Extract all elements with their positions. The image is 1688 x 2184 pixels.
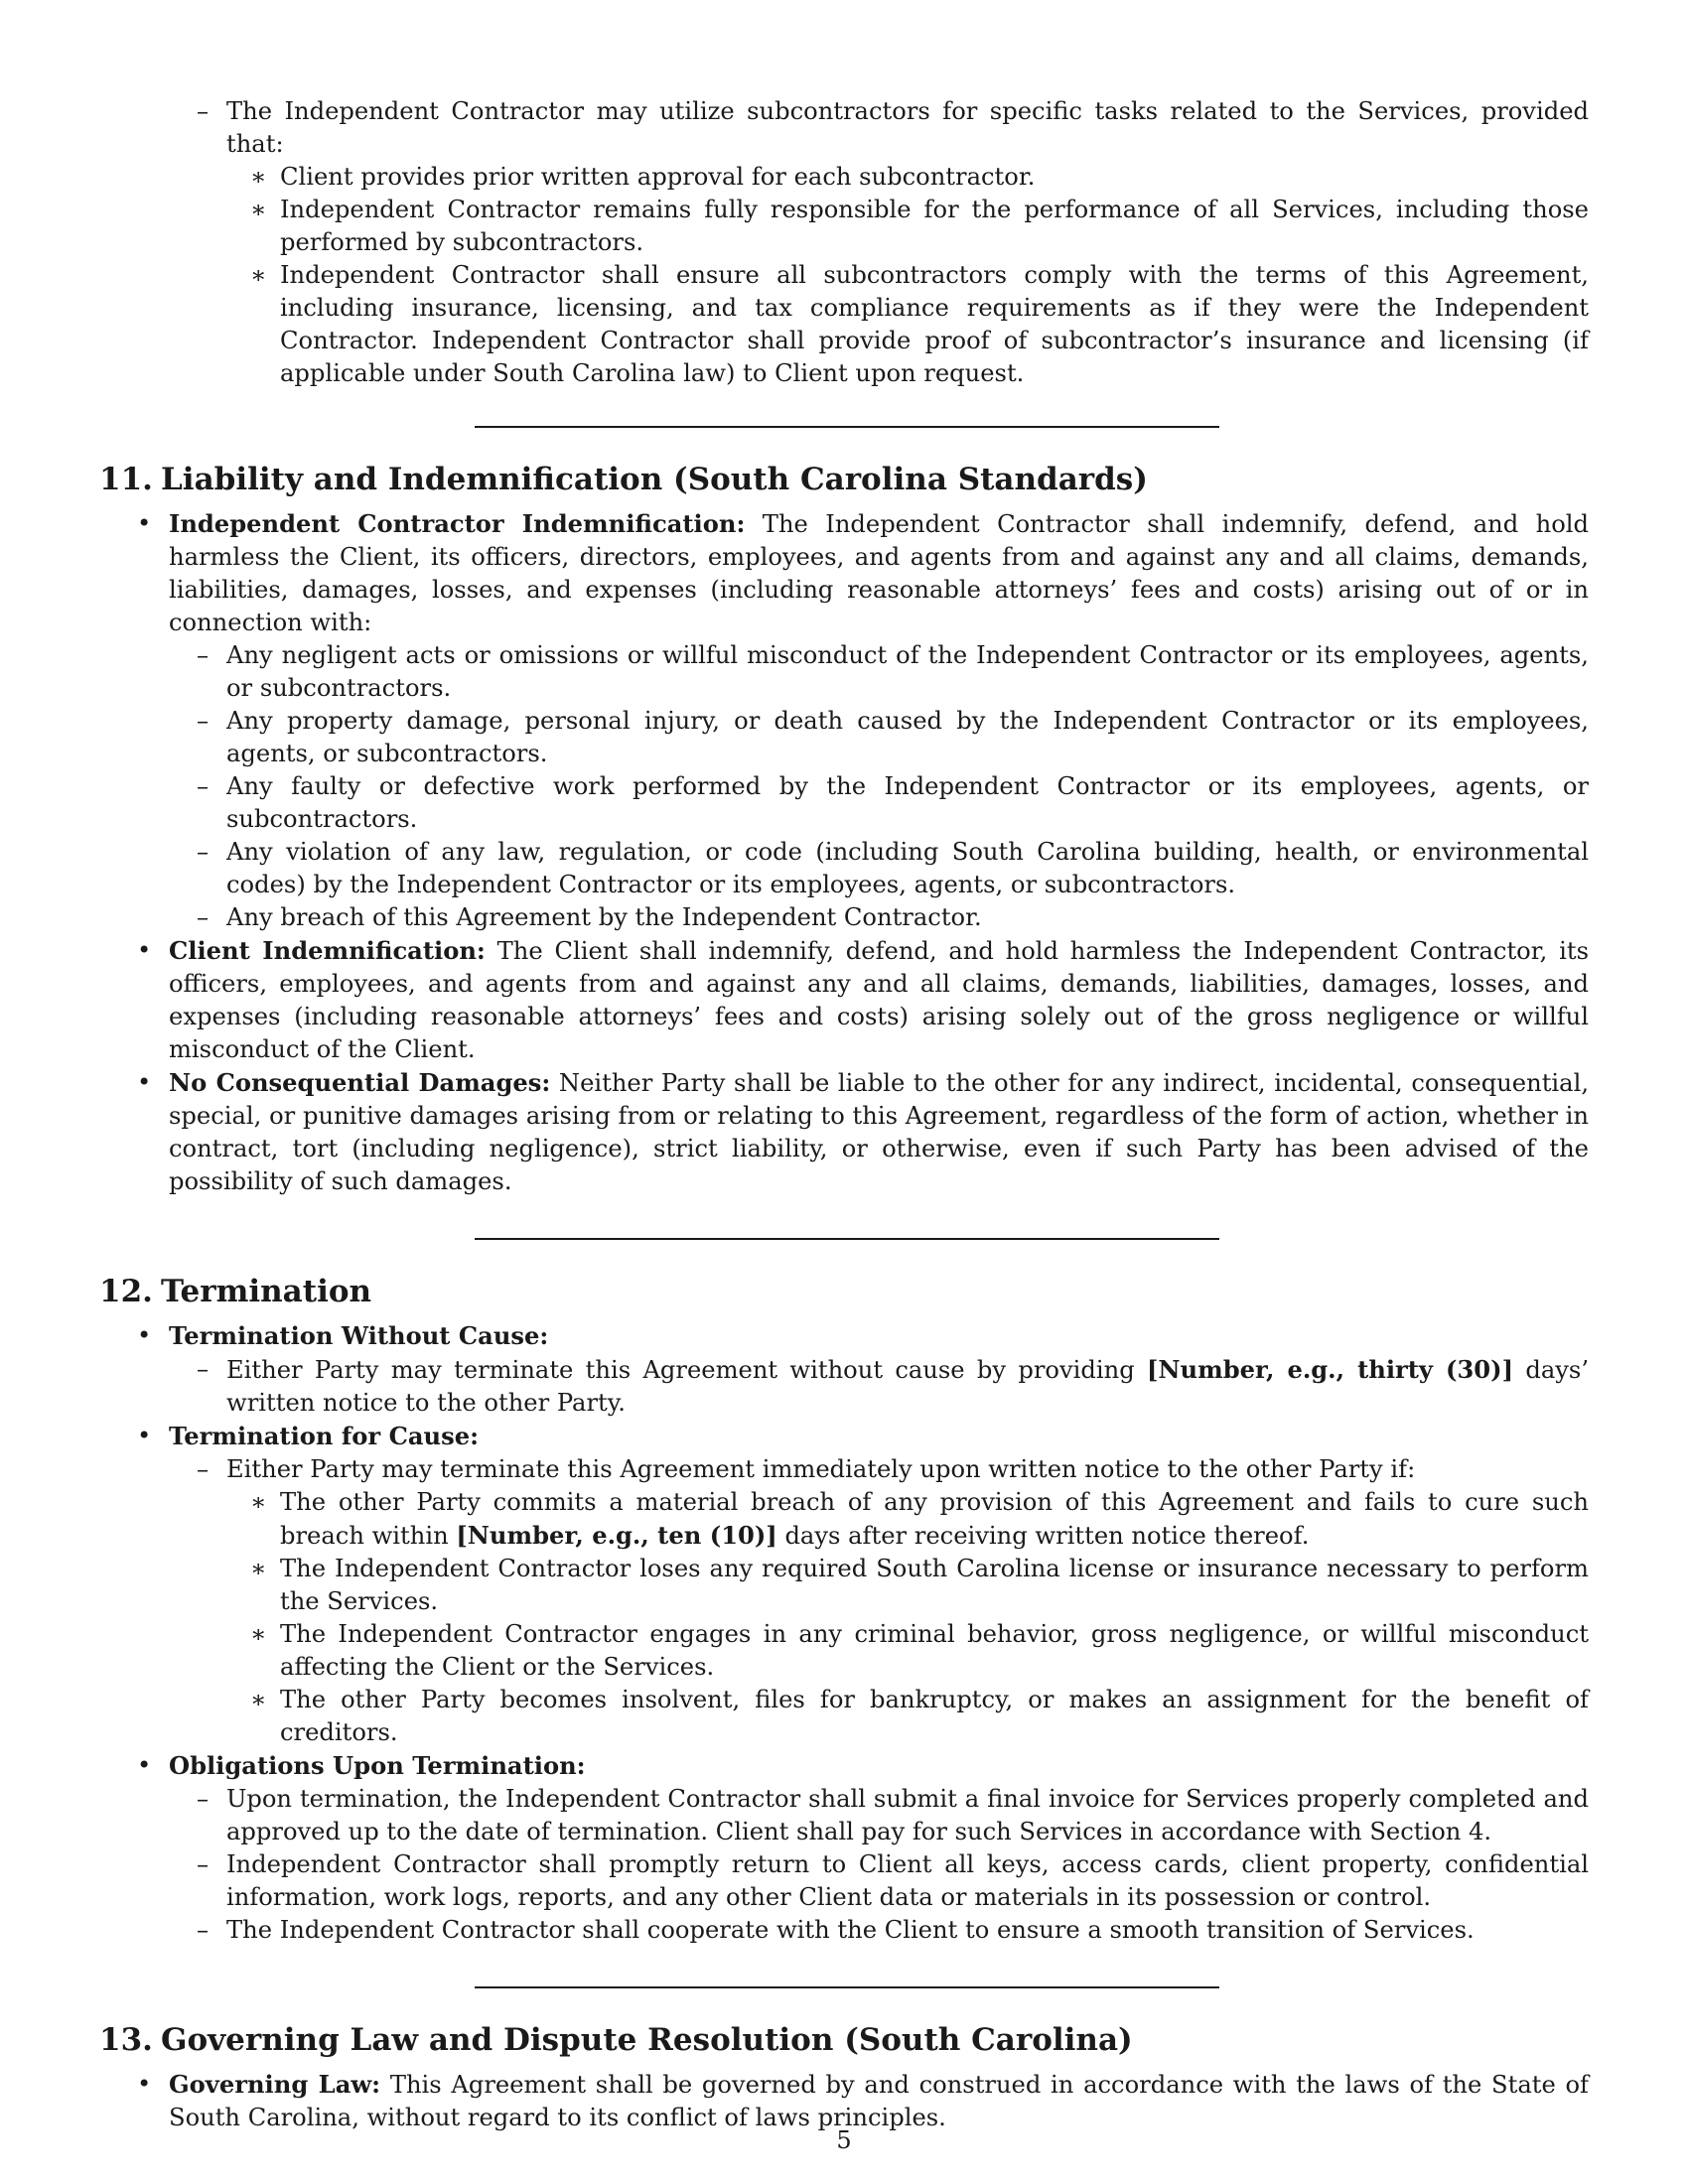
subcontractor-conditions (99, 161, 1589, 390)
section-12-list-cause (99, 1420, 1589, 1453)
clause-text: This Agreement shall be governed by and construed in accordance with the laws of the State of South Carolina, without regard to its conflict of laws principles. (169, 2071, 1589, 2131)
list-item (99, 507, 1589, 639)
item-text: The other Party becomes insolvent, files for bankruptcy, or makes an assignment for the benefit of creditors. (280, 1686, 1589, 1746)
list-item (99, 1749, 1589, 1783)
section-12-list-obligations (99, 1749, 1589, 1783)
item-text: Any breach of this Agreement by the Independent Contractor. (226, 903, 982, 931)
list-item (99, 1684, 1589, 1749)
bullet: • (137, 1422, 152, 1449)
list-item (99, 1420, 1589, 1453)
condition-text: Independent Contractor remains fully responsible for the performance of all Services, including those performed by subcontractors. (280, 196, 1589, 256)
section-heading (99, 2020, 1589, 2060)
asterisk-bullet: ∗ (250, 163, 267, 191)
bullet: • (137, 1068, 152, 1096)
item-text: Any violation of any law, regulation, or code (including South Carolina building, health, or environmental codes) by the Independent Contractor or its employees, agents, or subcontractors. (226, 838, 1589, 898)
document-page (99, 95, 1589, 2134)
condition-text: Client provides prior written approval for each subcontractor. (280, 163, 1036, 191)
section-title: Governing Law and Dispute Resolution (South Carolina) (161, 2022, 1133, 2058)
item-text: Independent Contractor shall promptly return to Client all keys, access cards, client property, confidential information, work logs, reports, and any other Client data or materials in its possession or control. (226, 1850, 1589, 1911)
section-13-list (99, 2068, 1589, 2134)
list-item (99, 161, 1589, 194)
section-number: 11. (99, 462, 153, 497)
list-item (99, 1783, 1589, 1848)
item-text: Any property damage, personal injury, or death caused by the Independent Contractor or its employees, agents, or subcontractors. (226, 707, 1589, 767)
clause-text: The Independent Contractor shall indemnify, defend, and hold harmless the Client, its officers, directors, employees, and agents from and against any and all claims, demands, liabilities, damages, losses, and expenses (including reasonable attorneys’ fees and costs) arising out of or in connection with: (169, 510, 1589, 636)
clause-label: Governing Law: (169, 2070, 381, 2099)
section-11-list-cont (99, 934, 1589, 1198)
asterisk-bullet: ∗ (250, 1686, 267, 1713)
section-title: Liability and Indemnification (South Carolina Standards) (161, 462, 1148, 497)
list-item (99, 1066, 1589, 1198)
dash-bullet: – (197, 1785, 210, 1813)
list-item (99, 639, 1589, 705)
section-heading (99, 460, 1589, 499)
subcontractor-intro: The Independent Contractor may utilize subcontractors for specific tasks related to the Services, provided that: (226, 97, 1589, 158)
section-divider (475, 1238, 1219, 1240)
dash-bullet: – (197, 97, 210, 125)
item-text: The Independent Contractor loses any required South Carolina license or insurance necessary to perform the Services. (280, 1555, 1589, 1615)
dash-bullet: – (197, 1850, 210, 1878)
placeholder-value: [Number, e.g., thirty (30)] (1146, 1355, 1514, 1384)
bullet: • (137, 1751, 152, 1779)
clause-label: Termination Without Cause: (169, 1321, 549, 1350)
dash-bullet: – (197, 1916, 210, 1944)
dash-bullet: – (197, 1355, 210, 1383)
section-heading (99, 1272, 1589, 1311)
list-item (99, 1848, 1589, 1914)
list-item (99, 770, 1589, 836)
list-item (99, 901, 1589, 934)
asterisk-bullet: ∗ (250, 261, 267, 289)
list-item (99, 1553, 1589, 1618)
list-item (99, 2068, 1589, 2134)
clause-label: Independent Contractor Indemnification: (169, 509, 746, 538)
clause-text: The Client shall indemnify, defend, and hold harmless the Independent Contractor, its officers, employees, and agents from and against any and all claims, demands, liabilities, damages, losses, and expenses (including reasonable attorneys’ fees and costs) arising solely out of the gross negligence or willful misconduct of the Client. (169, 937, 1590, 1063)
item-text: Upon termination, the Independent Contractor shall submit a final invoice for Services properly completed and approved up to the date of termination. Client shall pay for such Services in accordance with Section 4. (226, 1785, 1589, 1845)
subcontractor-list (99, 95, 1589, 161)
dash-bullet: – (197, 707, 210, 735)
for-cause-items (99, 1486, 1589, 1749)
condition-text: Independent Contractor shall ensure all subcontractors comply with the terms of this Agreement, including insurance, licensing, and tax compliance requirements as if they were the Independent Contractor. Independent Contractor shall provide proof of subcontractor’s insurance and licensing (if applicable under South Carolina law) to Client upon request. (280, 261, 1589, 387)
bullet: • (137, 2070, 152, 2098)
page-number: 5 (836, 2126, 852, 2154)
without-cause-items (99, 1353, 1589, 1420)
item-text: The Independent Contractor shall cooperate with the Client to ensure a smooth transition of Services. (226, 1916, 1475, 1944)
list-item (99, 1319, 1589, 1353)
item-text: The Independent Contractor engages in any criminal behavior, gross negligence, or willful misconduct affecting the Client or the Services. (280, 1620, 1589, 1681)
item-text: days’ written notice to the other Party. (226, 1356, 1590, 1417)
obligation-items (99, 1783, 1589, 1947)
dash-bullet: – (197, 903, 210, 931)
list-item (99, 836, 1589, 901)
dash-bullet: – (197, 772, 210, 800)
item-text: days after receiving written notice thereof. (776, 1522, 1310, 1550)
clause-label: Client Indemnification: (169, 936, 486, 965)
indemnification-items (99, 639, 1589, 934)
bullet: • (137, 1321, 152, 1349)
item-text: Any faulty or defective work performed by the Independent Contractor or its employees, agents, or subcontractors. (226, 772, 1589, 833)
item-text: The other Party commits a material breach of any provision of this Agreement and fails to cure such breach within (280, 1488, 1589, 1550)
bullet: • (137, 936, 152, 964)
list-item (99, 1453, 1589, 1486)
list-item (99, 95, 1589, 161)
clause-label: Termination for Cause: (169, 1422, 480, 1450)
section-title: Termination (161, 1274, 372, 1309)
section-divider (475, 1986, 1219, 1988)
clause-label: No Consequential Damages: (169, 1068, 551, 1097)
list-item (99, 705, 1589, 770)
asterisk-bullet: ∗ (250, 1488, 267, 1516)
placeholder-value: [Number, e.g., ten (10)] (456, 1521, 777, 1550)
section-divider (475, 426, 1219, 428)
list-item (99, 1486, 1589, 1553)
asterisk-bullet: ∗ (250, 1555, 267, 1582)
dash-bullet: – (197, 641, 210, 669)
list-item (99, 259, 1589, 390)
asterisk-bullet: ∗ (250, 1620, 267, 1648)
list-item (99, 934, 1589, 1066)
clause-label: Obligations Upon Termination: (169, 1751, 586, 1780)
list-item (99, 1618, 1589, 1684)
dash-bullet: – (197, 1455, 210, 1483)
dash-bullet: – (197, 838, 210, 866)
section-11-list (99, 507, 1589, 639)
item-text: Either Party may terminate this Agreement immediately upon written notice to the other Party if: (226, 1455, 1416, 1483)
item-text: Any negligent acts or omissions or willful misconduct of the Independent Contractor or its employees, agents, or subcontractors. (226, 641, 1589, 702)
bullet: • (137, 509, 152, 537)
asterisk-bullet: ∗ (250, 196, 267, 223)
section-number: 12. (99, 1274, 153, 1309)
list-item (99, 194, 1589, 259)
list-item (99, 1914, 1589, 1947)
list-item (99, 1353, 1589, 1420)
section-12-list (99, 1319, 1589, 1353)
for-cause-intro (99, 1453, 1589, 1486)
item-text: Either Party may terminate this Agreement without cause by providing (226, 1356, 1147, 1384)
clause-text: Neither Party shall be liable to the other for any indirect, incidental, consequential, special, or punitive damages arising from or relating to this Agreement, regardless of the form of action, whether in contract, tort (including negligence), strict liability, or otherwise, even if such Party has been advised of the possibility of such damages. (169, 1069, 1590, 1195)
section-number: 13. (99, 2022, 153, 2058)
